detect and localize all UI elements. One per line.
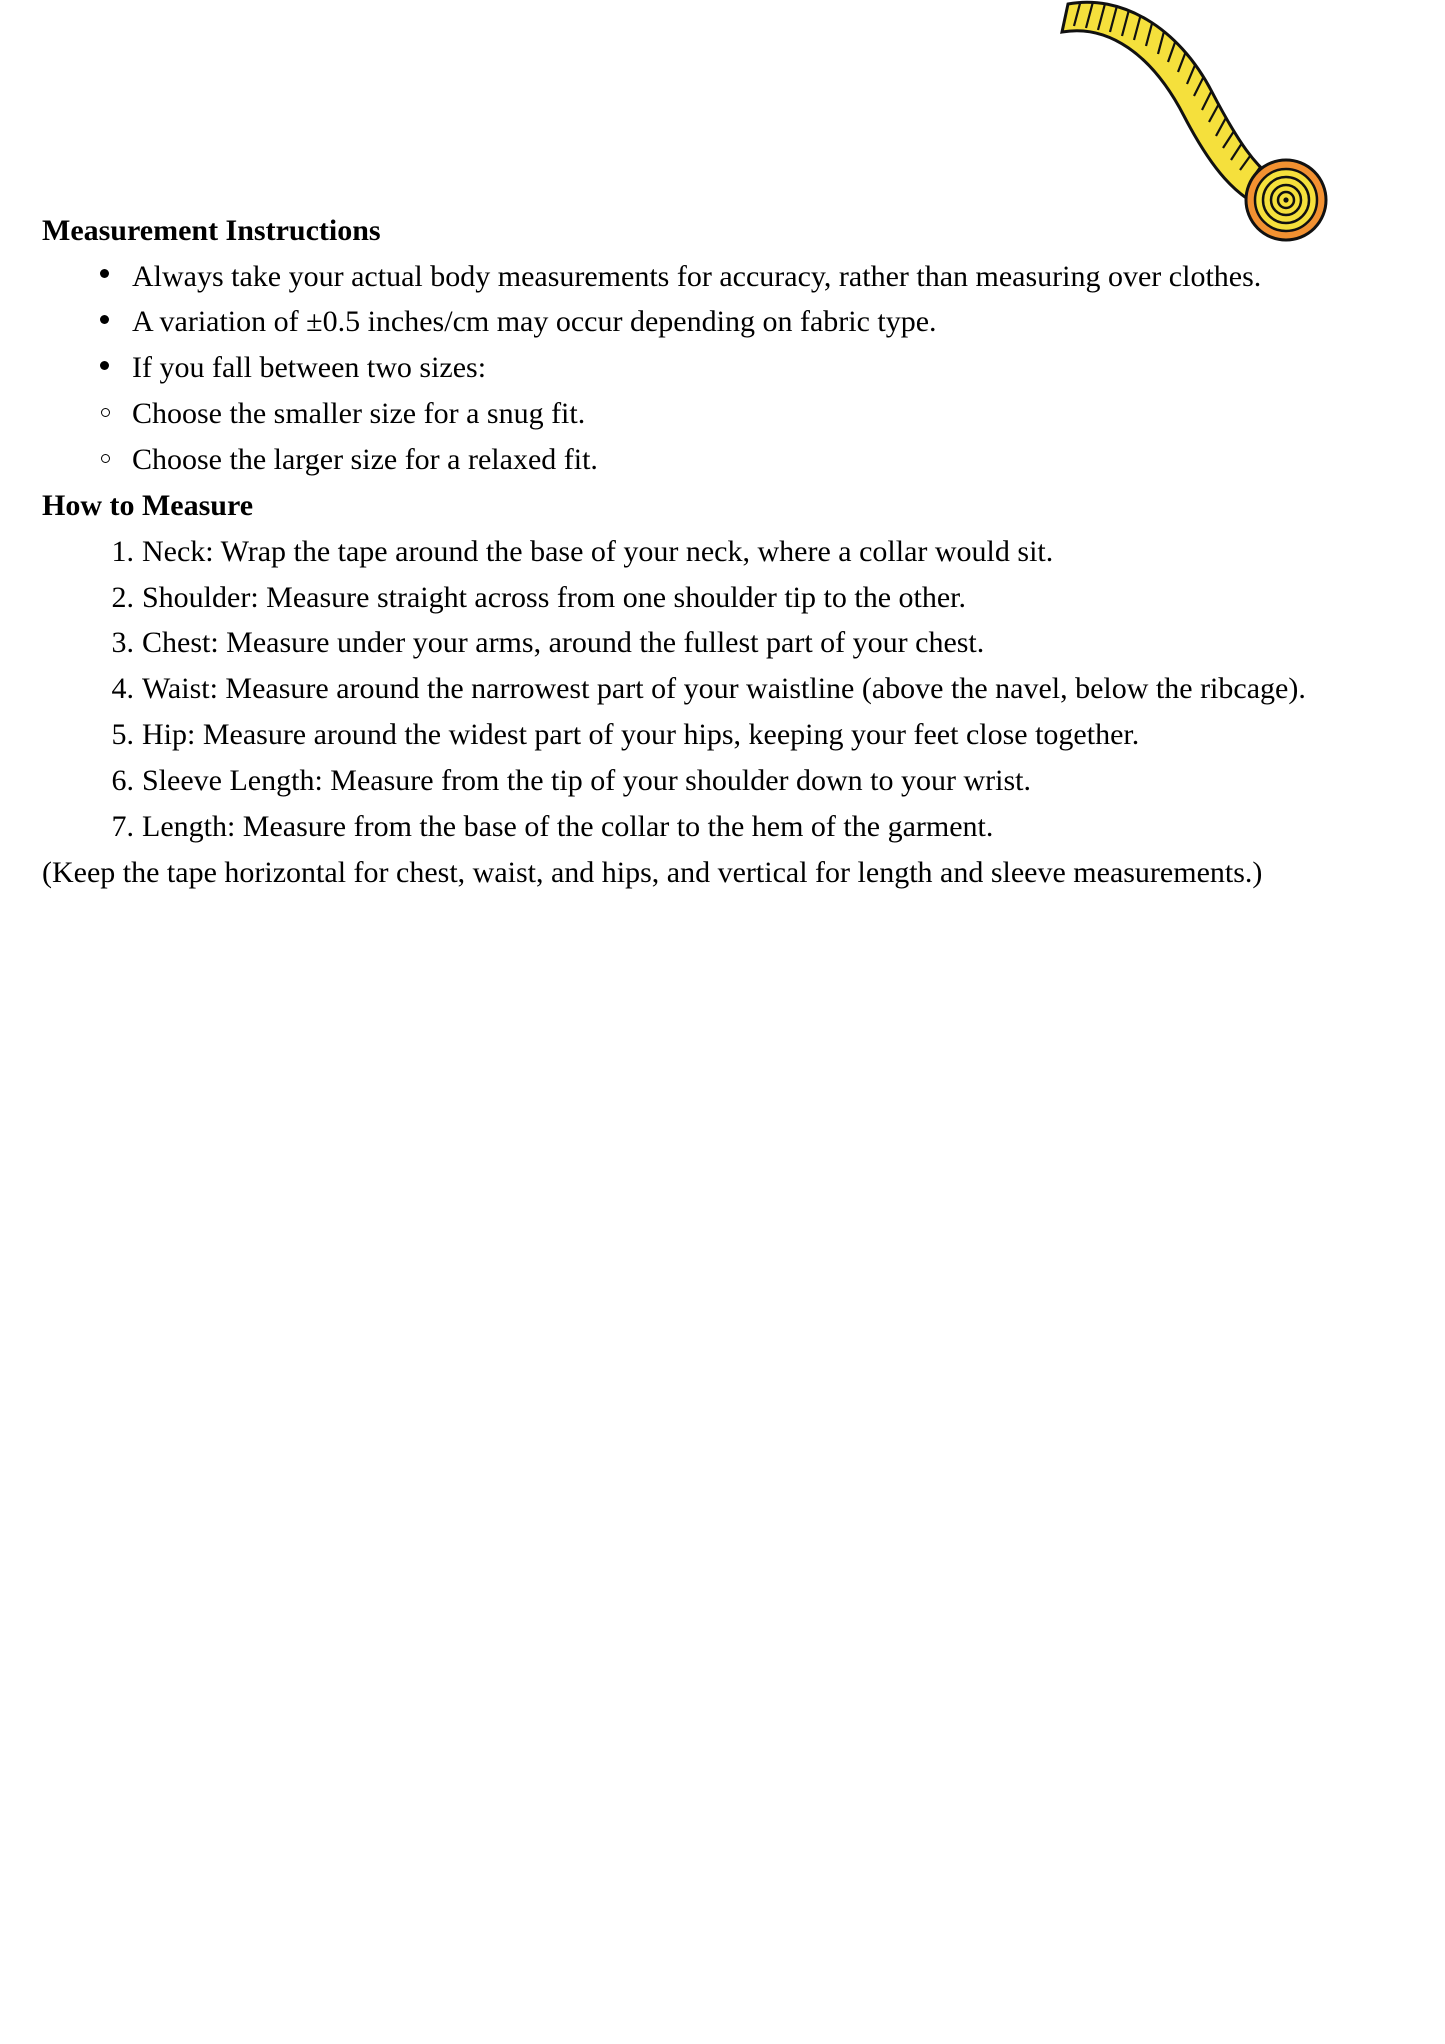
list-item — [100, 620, 1407, 666]
list-item-text: A variation of ±0.5 inches/cm may occur depending on fabric type. — [132, 305, 937, 339]
list-item-text: Choose the larger size for a relaxed fit. — [132, 443, 598, 477]
list-item — [100, 666, 1407, 712]
how-to-measure-heading: How to Measure — [42, 489, 254, 523]
bullet-dot-icon — [100, 361, 109, 370]
bullet-dot-icon — [100, 315, 109, 324]
bullet-dot-icon — [100, 269, 109, 278]
list-item — [100, 758, 1407, 804]
measurement-instructions-list — [42, 254, 1407, 392]
list-item-text: Waist: Measure around the narrowest part of your waistline (above the navel, below the ribcage). — [142, 672, 1306, 706]
list-item — [94, 345, 1407, 391]
how-to-measure-steps — [42, 529, 1407, 850]
list-item — [94, 437, 1407, 483]
document-content — [42, 208, 1407, 896]
list-item — [94, 391, 1407, 437]
list-item-text: Choose the smaller size for a snug fit. — [132, 397, 586, 431]
list-item-text: Length: Measure from the base of the collar to the hem of the garment. — [142, 809, 994, 843]
list-item-text: If you fall between two sizes: — [132, 351, 487, 385]
list-item-text: Chest: Measure under your arms, around the fullest part of your chest. — [142, 626, 985, 660]
list-item — [100, 575, 1407, 621]
list-item — [94, 299, 1407, 345]
list-item-text: Shoulder: Measure straight across from one shoulder tip to the other. — [142, 580, 966, 614]
bullet-ring-icon — [101, 454, 110, 463]
list-item — [100, 712, 1407, 758]
closing-note: (Keep the tape horizontal for chest, waist, and hips, and vertical for length and sleeve measurements.) — [42, 855, 1263, 889]
list-item — [94, 254, 1407, 300]
bullet-ring-icon — [101, 408, 110, 417]
measurement-instructions-heading: Measurement Instructions — [42, 214, 381, 247]
list-item-text: Hip: Measure around the widest part of your hips, keeping your feet close together. — [142, 718, 1140, 752]
list-item — [100, 804, 1407, 850]
between-sizes-sublist — [42, 391, 1407, 483]
list-item — [100, 529, 1407, 575]
list-item-text: Always take your actual body measurements for accuracy, rather than measuring over clothes. — [132, 259, 1262, 293]
list-item-text: Sleeve Length: Measure from the tip of your shoulder down to your wrist. — [142, 764, 1031, 798]
list-item-text: Neck: Wrap the tape around the base of your neck, where a collar would sit. — [142, 534, 1054, 568]
